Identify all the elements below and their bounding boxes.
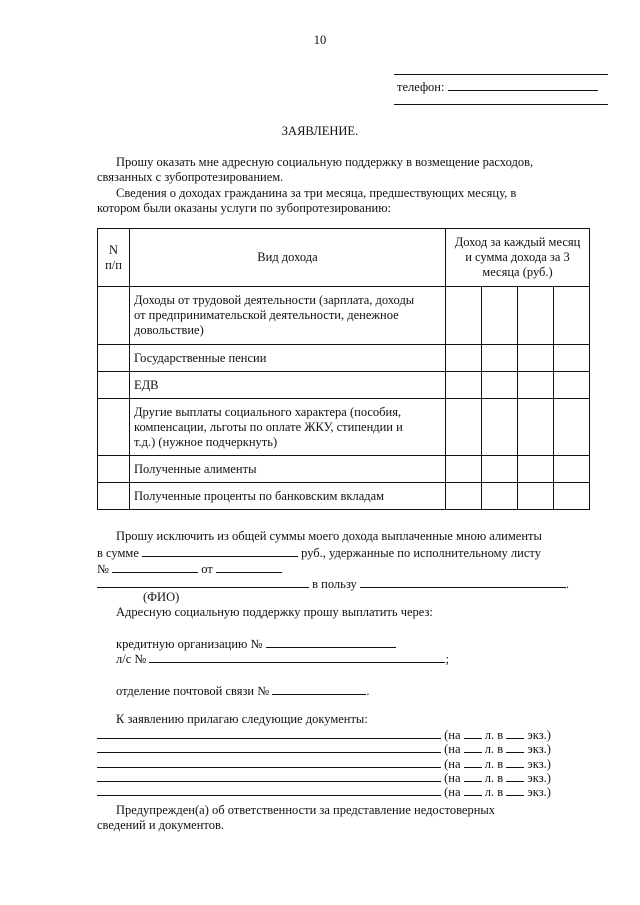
attachment-copies-label: экз.) (527, 728, 551, 742)
attachment-pages-label: л. в (484, 742, 504, 756)
row-type-cell: Государственные пенсии (130, 345, 446, 372)
credit-org-label: кредитную организацию № (116, 637, 263, 651)
month-1-cell[interactable] (446, 287, 482, 345)
row-type-cell: ЕДВ (130, 372, 446, 399)
attachment-pages-field[interactable] (464, 770, 482, 782)
month-3-cell[interactable] (518, 483, 554, 510)
attachment-name-field[interactable] (97, 770, 441, 782)
total-cell[interactable] (554, 399, 590, 456)
alimony-rub-label: руб., удержанные по исполнительному листу (301, 546, 541, 560)
attachment-pages-field[interactable] (464, 756, 482, 768)
income-table (97, 228, 590, 510)
alimony-in-sum-label: в сумме (97, 546, 139, 560)
row-num-cell (98, 287, 130, 345)
row-num-cell (98, 399, 130, 456)
attachment-copies-label: экз.) (527, 771, 551, 785)
month-3-cell[interactable] (518, 372, 554, 399)
attachment-copies-field[interactable] (506, 784, 524, 796)
warning-line-2: сведений и документов. (97, 818, 224, 832)
attachment-name-field[interactable] (97, 741, 441, 753)
header-type: Вид дохода (130, 229, 446, 287)
table-row (98, 399, 590, 456)
attachment-row (97, 784, 551, 800)
phone-label: телефон: (397, 80, 445, 94)
attachment-copies-field[interactable] (506, 756, 524, 768)
row-type-cell: Полученные алименты (130, 456, 446, 483)
document-title: ЗАЯВЛЕНИЕ. (281, 124, 359, 138)
attachment-na-label: (на (444, 728, 461, 742)
row-type-cell: Другие выплаты социального характера (пособия, компенсации, льготы по оплате ЖКУ, стипендии и т.д.) (нужное подчеркнуть) (130, 399, 446, 456)
row-num-cell (98, 345, 130, 372)
attachment-pages-label: л. в (484, 757, 504, 771)
table-row (98, 483, 590, 510)
month-2-cell[interactable] (482, 456, 518, 483)
intro-line-4: котором были оказаны услуги по зубопротезированию: (97, 201, 392, 215)
row-type-cell: Доходы от трудовой деятельности (зарплата, доходы от предпринимательской деятельности, денежное довольствие) (130, 287, 446, 345)
payment-intro: Адресную социальную поддержку прошу выплатить через: (116, 605, 433, 619)
alimony-line-1: Прошу исключить из общей суммы моего дохода выплаченные мною алименты (116, 529, 542, 543)
attachment-na-label: (на (444, 757, 461, 771)
header-income: Доход за каждый месяц и сумма дохода за 3 месяца (руб.) (446, 229, 590, 287)
writ-date-field[interactable] (216, 561, 282, 573)
credit-org-field[interactable] (266, 636, 396, 648)
attachment-na-label: (на (444, 742, 461, 756)
attachment-pages-field[interactable] (464, 741, 482, 753)
attachment-pages-field[interactable] (464, 727, 482, 739)
row-num-cell (98, 456, 130, 483)
intro-line-2: связанных с зубопротезированием. (97, 170, 284, 184)
attachment-copies-field[interactable] (506, 741, 524, 753)
month-1-cell[interactable] (446, 345, 482, 372)
post-office-label: отделение почтовой связи № (116, 684, 270, 698)
month-3-cell[interactable] (518, 456, 554, 483)
alimony-line-3 (97, 561, 282, 577)
total-cell[interactable] (554, 345, 590, 372)
post-office-period: . (366, 684, 370, 698)
month-1-cell[interactable] (446, 456, 482, 483)
month-2-cell[interactable] (482, 399, 518, 456)
attachment-name-field[interactable] (97, 784, 441, 796)
attachment-name-field[interactable] (97, 756, 441, 768)
attachment-pages-label: л. в (484, 785, 504, 799)
month-2-cell[interactable] (482, 372, 518, 399)
account-label: л/с № (116, 652, 147, 666)
table-header-row (98, 229, 590, 287)
month-1-cell[interactable] (446, 483, 482, 510)
phone-field[interactable] (448, 79, 598, 91)
phone-row (397, 79, 598, 95)
attachments-intro: К заявлению прилагаю следующие документы: (116, 712, 368, 726)
attachment-pages-label: л. в (484, 771, 504, 785)
table-row (98, 287, 590, 345)
month-1-cell[interactable] (446, 372, 482, 399)
attachment-copies-label: экз.) (527, 742, 551, 756)
alimony-sum-field[interactable] (142, 545, 298, 557)
intro-line-3: Сведения о доходах гражданина за три месяца, предшествующих месяцу, в (116, 186, 517, 200)
attachment-pages-label: л. в (484, 728, 504, 742)
table-row (98, 345, 590, 372)
credit-org-row (116, 636, 396, 652)
table-row (98, 372, 590, 399)
in-favor-field[interactable] (360, 576, 566, 588)
attachment-copies-label: экз.) (527, 785, 551, 799)
attachment-row (97, 741, 551, 757)
account-row (116, 651, 449, 667)
row-type-cell: Полученные проценты по банковским вкладам (130, 483, 446, 510)
warning-line-1: Предупрежден(а) об ответственности за представление недостоверных (116, 803, 496, 817)
attachment-name-field[interactable] (97, 727, 441, 739)
intro-line-1: Прошу оказать мне адресную социальную поддержку в возмещение расходов, (116, 155, 534, 169)
attachment-copies-field[interactable] (506, 770, 524, 782)
table-row (98, 456, 590, 483)
total-cell[interactable] (554, 456, 590, 483)
total-cell[interactable] (554, 372, 590, 399)
month-2-cell[interactable] (482, 287, 518, 345)
in-favor-label: в пользу (312, 577, 357, 591)
total-cell[interactable] (554, 483, 590, 510)
writ-number-field[interactable] (112, 561, 198, 573)
fio-caption: (ФИО) (143, 590, 180, 604)
page-number: 10 (313, 33, 327, 47)
month-2-cell[interactable] (482, 483, 518, 510)
attachment-copies-field[interactable] (506, 727, 524, 739)
post-office-field[interactable] (272, 683, 366, 695)
writ-date-label: от (201, 562, 213, 576)
row-num-cell (98, 372, 130, 399)
account-field[interactable] (149, 651, 445, 663)
month-1-cell[interactable] (446, 399, 482, 456)
post-office-row (116, 683, 369, 699)
month-3-cell[interactable] (518, 287, 554, 345)
attachment-na-label: (на (444, 771, 461, 785)
header-line-top (394, 74, 608, 75)
header-line-bottom (394, 104, 608, 105)
alimony-payer-field[interactable] (97, 576, 309, 588)
row-num-cell (98, 483, 130, 510)
alimony-period: . (565, 577, 570, 591)
attachment-copies-label: экз.) (527, 757, 551, 771)
writ-number-label: № (97, 562, 109, 576)
month-2-cell[interactable] (482, 345, 518, 372)
total-cell[interactable] (554, 287, 590, 345)
month-3-cell[interactable] (518, 399, 554, 456)
account-semicolon: ; (445, 652, 449, 666)
header-num: N п/п (98, 229, 130, 287)
month-3-cell[interactable] (518, 345, 554, 372)
attachment-pages-field[interactable] (464, 784, 482, 796)
attachment-na-label: (на (444, 785, 461, 799)
alimony-line-2 (97, 545, 541, 561)
